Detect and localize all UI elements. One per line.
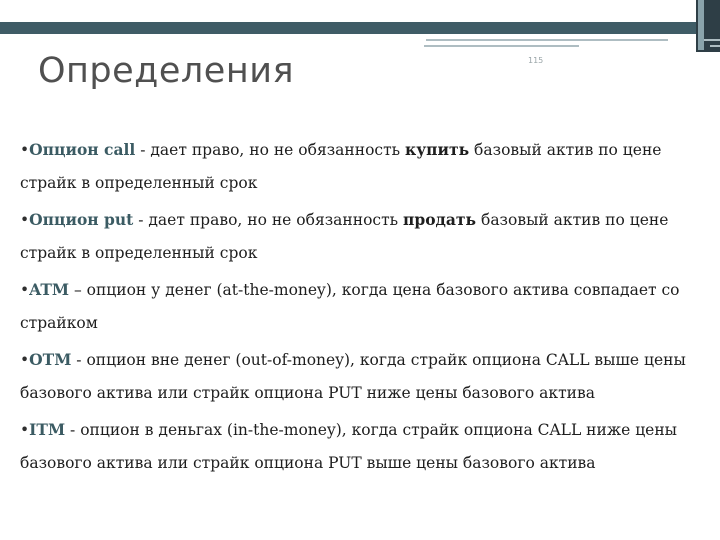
definition-itm [20,413,700,480]
definition-atm [20,273,700,340]
bullet: • [20,281,30,299]
term-put: Опцион put [29,210,134,229]
definition-text: - дает право, но не обязанность [135,141,406,159]
definition-text: – опцион у денег (at-the-money), когда цена базового актива совпадает со страйком [20,281,680,332]
emphasis-sell: продать [403,210,477,229]
emphasis-buy: купить [405,140,470,159]
term-itm: ITM [29,420,66,439]
term-atm: ATM [29,280,70,299]
definition-text: - опцион вне денег (out-of-money), когда страйк опциона CALL выше цены базового актива или страйк опциона PUT ниже цены базового актива [20,351,686,402]
bullet: • [20,211,30,229]
header-rule [710,45,720,47]
term-otm: OTM [29,350,72,369]
header-rule [426,39,668,41]
bullet: • [20,351,30,369]
definition-text: базовый актив по цене страйк в определенный срок [20,211,669,262]
definition-text: - дает право, но не обязанность [133,211,404,229]
definition-text: базовый актив по цене страйк в определенный срок [20,141,662,192]
definition-otm [20,343,700,410]
definitions-list [20,133,700,483]
term-call: Опцион call [29,140,136,159]
definition-call [20,133,700,200]
definition-text: - опцион в деньгах (in-the-money), когда страйк опциона CALL ниже цены базового актива или страйк опциона PUT выше цены базового актива [20,421,678,472]
definition-put [20,203,700,270]
bullet: • [20,421,30,439]
bullet: • [20,141,30,159]
header-corner-accent [698,0,704,50]
slide-number: 115 [528,56,544,65]
header-bar [0,22,696,34]
slide-title: Определения [38,51,295,91]
header-rule [704,39,720,41]
header-rule [424,45,579,47]
